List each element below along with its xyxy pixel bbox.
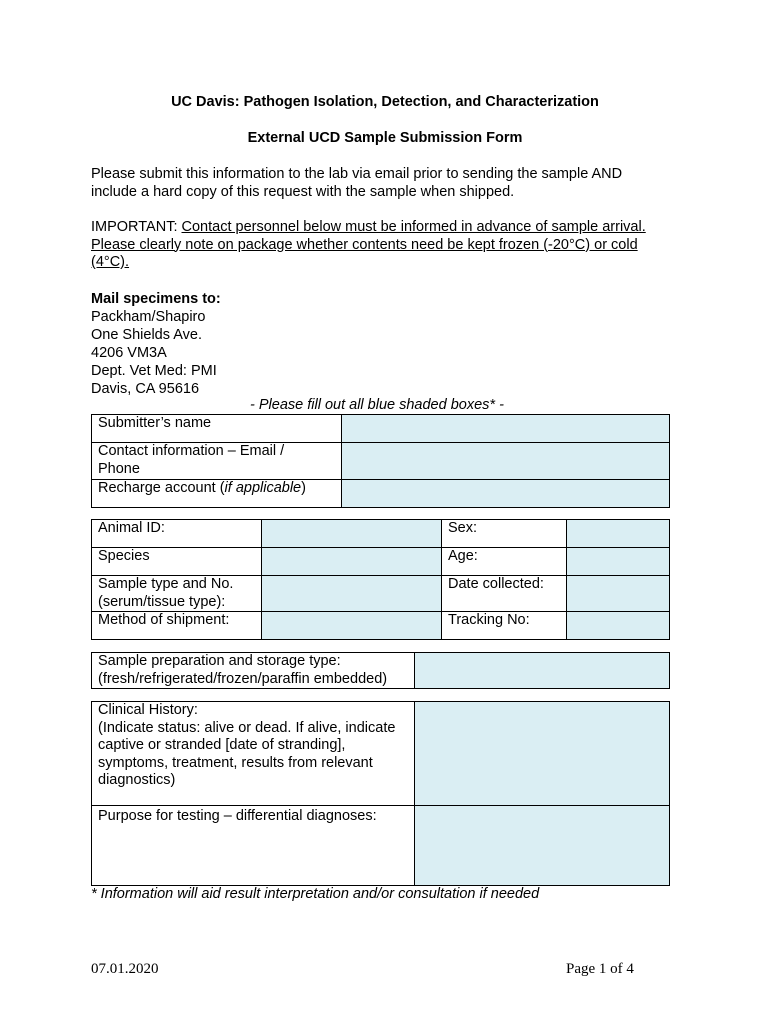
- date-collected-label: Date collected:: [442, 576, 567, 612]
- address-line: Dept. Vet Med: PMI: [91, 363, 217, 379]
- sex-field[interactable]: [567, 520, 670, 548]
- address-line: Packham/Shapiro: [91, 309, 206, 325]
- species-label: Species: [92, 548, 262, 576]
- age-label: Age:: [442, 548, 567, 576]
- important-line-3: (4°C).: [91, 254, 130, 270]
- animal-id-field[interactable]: [262, 520, 442, 548]
- clinical-table: [91, 701, 670, 886]
- footer-page-number: Page 1 of 4: [566, 961, 634, 977]
- age-field[interactable]: [567, 548, 670, 576]
- important-line-1: Contact personnel below must be informed in advance of sample arrival.: [181, 219, 646, 235]
- form-title: External UCD Sample Submission Form: [247, 130, 523, 146]
- sample-prep-table: [91, 652, 670, 689]
- sample-prep-label: Sample preparation and storage type: (fresh/refrigerated/frozen/paraffin embedded): [92, 653, 415, 689]
- intro-line-2: include a hard copy of this request with the sample when shipped.: [91, 183, 515, 200]
- purpose-testing-label: Purpose for testing – differential diagnoses:: [92, 806, 415, 886]
- intro-line-1: Please submit this information to the lab via email prior to sending the sample AND: [91, 166, 623, 182]
- date-collected-field[interactable]: [567, 576, 670, 612]
- tracking-no-field[interactable]: [567, 612, 670, 640]
- sex-label: Sex:: [442, 520, 567, 548]
- important-prefix: IMPORTANT:: [91, 219, 182, 235]
- mail-heading: Mail specimens to:: [91, 291, 221, 307]
- fill-instruction: - Please fill out all blue shaded boxes* -: [250, 397, 504, 413]
- recharge-account-label: Recharge account (if applicable): [92, 480, 342, 508]
- clinical-history-field[interactable]: [415, 702, 670, 806]
- recharge-account-field[interactable]: [342, 480, 670, 508]
- footer-date: 07.01.2020: [91, 961, 159, 977]
- contact-info-label: Contact information – Email / Phone: [92, 443, 342, 480]
- footnote: * Information will aid result interpretation and/or consultation if needed: [91, 886, 540, 902]
- sample-prep-field[interactable]: [415, 653, 670, 689]
- tracking-no-label: Tracking No:: [442, 612, 567, 640]
- animal-info-table: [91, 519, 670, 640]
- form-institution-title: UC Davis: Pathogen Isolation, Detection, and Characterization: [171, 94, 599, 110]
- animal-id-label: Animal ID:: [92, 520, 262, 548]
- sample-type-field[interactable]: [262, 576, 442, 612]
- address-line: Davis, CA 95616: [91, 381, 200, 397]
- intro-paragraph: [91, 166, 681, 201]
- shipment-method-field[interactable]: [262, 612, 442, 640]
- species-field[interactable]: [262, 548, 442, 576]
- purpose-testing-field[interactable]: [415, 806, 670, 886]
- important-paragraph: [91, 219, 681, 272]
- address-line: 4206 VM3A: [91, 345, 167, 361]
- address-line: One Shields Ave.: [91, 327, 202, 343]
- submitter-table: [91, 414, 670, 508]
- important-line-2: Please clearly note on package whether contents need be kept frozen (-20°C) or cold: [91, 236, 638, 253]
- submitter-name-field[interactable]: [342, 415, 670, 443]
- clinical-history-label: Clinical History: (Indicate status: alive or dead. If alive, indicate captive or stranded [date of stranding], symptoms, treatment, results from relevant diagnostics): [92, 702, 415, 806]
- mailing-address: [91, 290, 221, 398]
- shipment-method-label: Method of shipment:: [92, 612, 262, 640]
- submitter-name-label: Submitter’s name: [92, 415, 342, 443]
- contact-info-field[interactable]: [342, 443, 670, 480]
- sample-type-label: Sample type and No. (serum/tissue type):: [92, 576, 262, 612]
